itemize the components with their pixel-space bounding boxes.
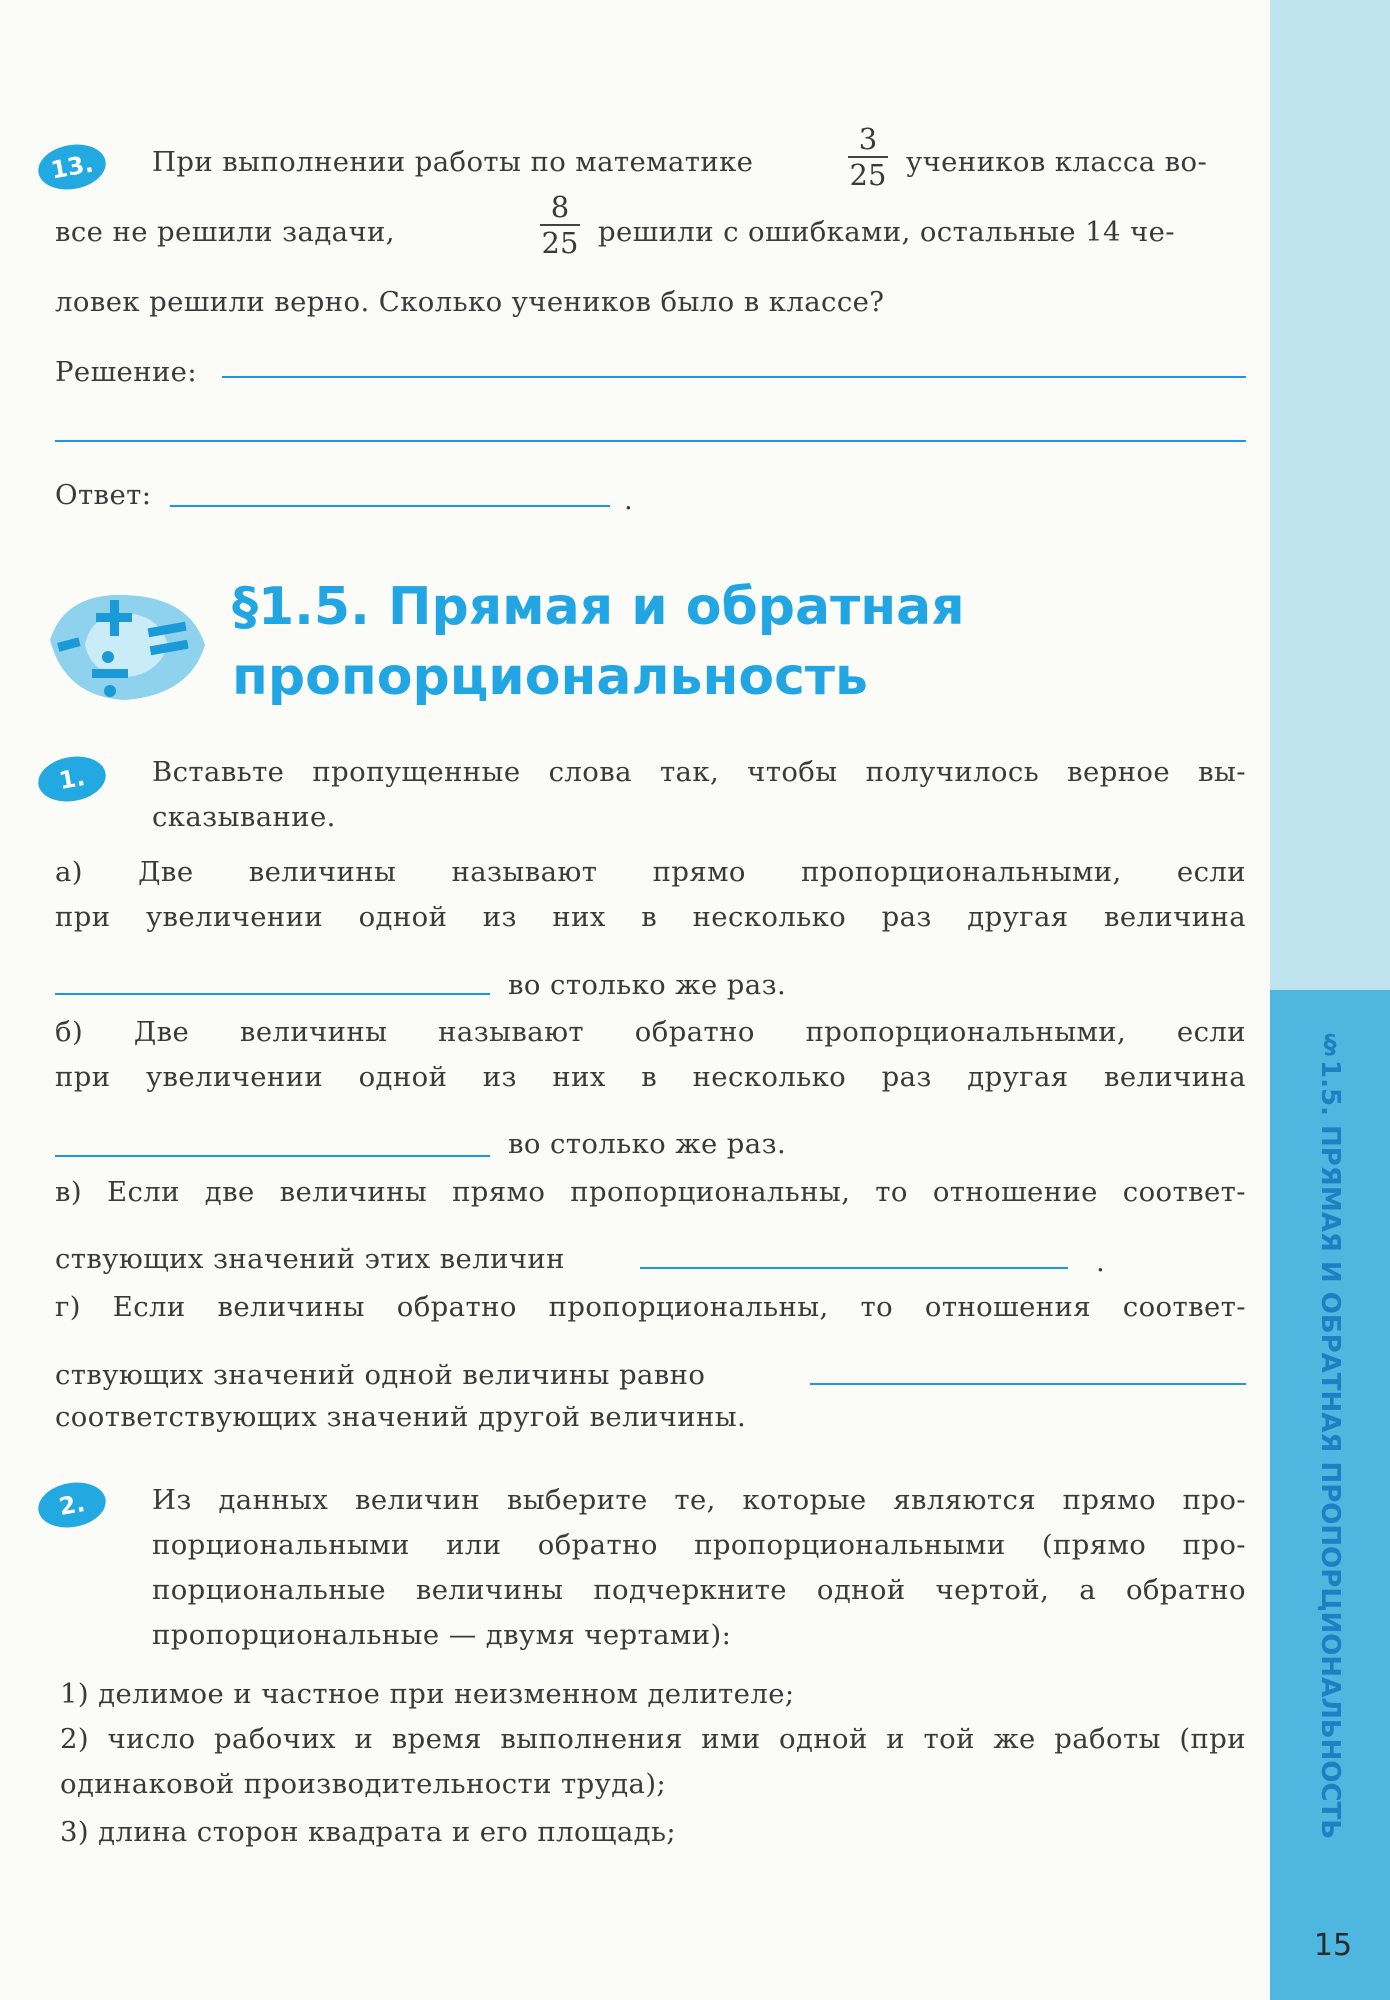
answer-label: Ответ: xyxy=(55,479,152,511)
task-2-intro-line3: порциональные величины подчеркните одной чертой, а обратно xyxy=(152,1574,1246,1606)
task-1b-line1: б) Две величины называют обратно пропорциональными, если xyxy=(55,1016,1246,1048)
sidebar-section-label: §1.5. ПРЯМАЯ И ОБРАТНАЯ ПРОПОРЦИОНАЛЬНОСТЬ xyxy=(1315,1030,1345,1840)
task-1a-line2: при увеличении одной из них в несколько раз другая величина xyxy=(55,901,1246,933)
answer-blank[interactable] xyxy=(170,505,610,507)
solution-label: Решение: xyxy=(55,356,198,388)
task-2-item-2-line2: одинаковой производительности труда); xyxy=(60,1768,667,1800)
task-1d-line1: г) Если величины обратно пропорциональны, то отношения соответ- xyxy=(55,1291,1246,1323)
task-1b-blank[interactable] xyxy=(55,1155,490,1157)
task-13-line2: все не решили задачи, xyxy=(55,216,395,248)
task-2-badge: 2. xyxy=(35,1477,110,1532)
task-1d-blank[interactable] xyxy=(810,1383,1246,1385)
fraction-8-25 xyxy=(536,190,584,260)
task-1a-line1: а) Две величины называют прямо пропорциональными, если xyxy=(55,856,1246,888)
task-2-intro-line2: порциональными или обратно пропорциональными (прямо про- xyxy=(152,1529,1246,1561)
task-2-intro-line4: пропорциональные — двумя чертами): xyxy=(152,1619,732,1651)
task-1-intro-line2: сказывание. xyxy=(152,801,336,833)
task-1-badge: 1. xyxy=(35,751,110,806)
answer-end-dot: . xyxy=(624,484,634,516)
fraction-3-25 xyxy=(844,122,892,192)
solution-blank-2[interactable] xyxy=(55,440,1246,442)
fraction-denominator: 25 xyxy=(849,158,887,192)
task-1a-blank[interactable] xyxy=(55,993,490,995)
task-13-line1: При выполнении работы по математике xyxy=(152,146,754,178)
page-number: 15 xyxy=(1313,1928,1353,1963)
task-1b-line3: во столько же раз. xyxy=(508,1128,787,1160)
fraction-denominator: 25 xyxy=(541,226,579,260)
task-2-intro-line1: Из данных величин выберите те, которые являются прямо про- xyxy=(152,1484,1246,1516)
task-1c-line1: в) Если две величины прямо пропорциональны, то отношение соответ- xyxy=(55,1176,1246,1208)
task-1d-line2: ствующих значений одной величины равно xyxy=(55,1359,706,1391)
task-1c-end-dot: . xyxy=(1096,1246,1106,1278)
task-1a-line3: во столько же раз. xyxy=(508,969,787,1001)
section-title-line2: пропорциональность xyxy=(232,647,868,707)
task-13-line3: ловек решили верно. Сколько учеников было в классе? xyxy=(55,286,885,318)
task-13-badge: 13. xyxy=(35,139,110,194)
task-1d-line3: соответствующих значений другой величины. xyxy=(55,1401,747,1433)
task-2-item-3: 3) длина сторон квадрата и его площадь; xyxy=(60,1816,677,1848)
section-title-line1: §1.5. Прямая и обратная xyxy=(232,577,965,637)
solution-blank-1[interactable] xyxy=(222,376,1246,378)
task-1c-line2: ствующих значений этих величин xyxy=(55,1243,565,1275)
fraction-numerator: 3 xyxy=(858,122,878,156)
task-13-line1-end: учеников класса во- xyxy=(906,146,1208,178)
fraction-numerator: 8 xyxy=(550,190,570,224)
task-2-item-1: 1) делимое и частное при неизменном делителе; xyxy=(60,1678,795,1710)
math-symbols-icon xyxy=(30,585,220,715)
task-13-line2-end: решили с ошибками, остальные 14 че- xyxy=(598,216,1175,248)
task-2-item-2-line1: 2) число рабочих и время выполнения ими одной и той же работы (при xyxy=(60,1723,1246,1755)
task-1b-line2: при увеличении одной из них в несколько раз другая величина xyxy=(55,1061,1246,1093)
task-1c-blank[interactable] xyxy=(640,1267,1068,1269)
task-1-intro-line1: Вставьте пропущенные слова так, чтобы получилось верное вы- xyxy=(152,756,1246,788)
